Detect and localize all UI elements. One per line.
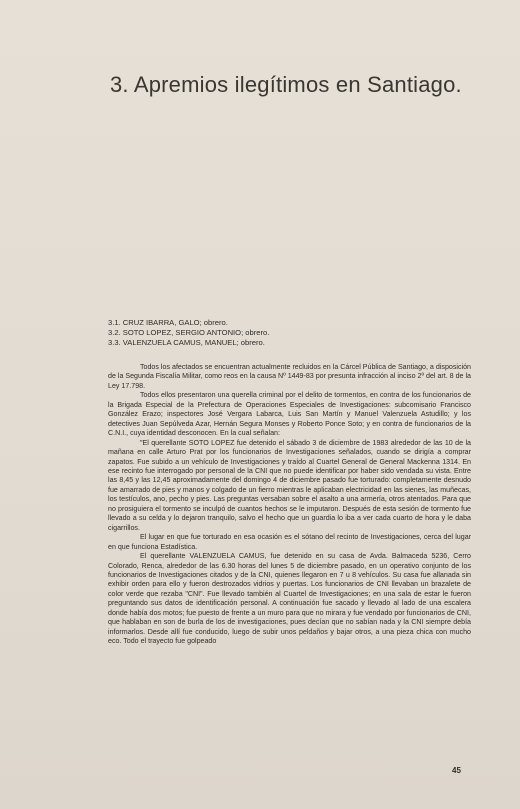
paragraph: El lugar en que fue torturado en esa ocasión es el sótano del recinto de Investigaciones, cerca del lugar en que funciona Estadística. — [108, 533, 471, 551]
victim-list — [108, 318, 468, 349]
victim-item: 3.3. VALENZUELA CAMUS, MANUEL; obrero. — [108, 338, 265, 348]
page-number: 45 — [452, 766, 461, 775]
section-title: 3. Apremios ilegítimos en Santiago. — [110, 72, 462, 97]
paragraph: El querellante VALENZUELA CAMUS, fue detenido en su casa de Avda. Balmaceda 5236, Cerro Colorado, Renca, alrededor de las 6.30 horas del lunes 5 de diciembre pasado, en un operativo conjunto de los funcionarios de Investigaciones citados y de la CNI, quienes llegaron en 7 u 8 vehículos. Su casa fue allanada sin exhibir orden para ello y fueron destrozados vidrios y puertas. Los funcionarios de CNI llevaban un brazalete de color verde que rezaba "CNI". Fue llevado también al Cuartel de Investigaciones; en una sala de estar le fueron preguntando sus datos de identificación personal. A continuación fue sacado y llevado al lado de una escalera donde había dos motos; fue puesto de frente a un muro para que no mirara y fue vendado por funcionarios de CNI, que hablaban en son de burla de los de investigaciones, pues decían que no sabían nada y la CNI siempre debía informarlos. Desde allí fue conducido, luego de subir unos peldaños y bajar otros, a una pieza chica con mucho eco. Todo el trayecto fue golpeado — [108, 552, 471, 646]
victim-item: 3.1. CRUZ IBARRA, GALO; obrero. — [108, 318, 228, 327]
paragraph: Todos ellos presentaron una querella criminal por el delito de tormentos, en contra de los funcionarios de la Brigada Especial de la Prefectura de Operaciones Especiales de Investigaciones: subcomisario Francisco González Erazo; inspectores José Vergara Labarca, Luis San Martín y Manuel Valenzuela Astudillo; y los detectives Juan Sepúlveda Azar, Hernán Segura Monses y Roberto Ponce Soto; y en contra de funcionarios de la C.N.I., cuya identidad desconocen. En la cual señalan: — [108, 391, 471, 438]
body-text — [108, 363, 471, 647]
paragraph: "El querellante SOTO LOPEZ fue detenido el sábado 3 de diciembre de 1983 alrededor de las 10 de la mañana en calle Arturo Prat por los funcionarios de Investigaciones señalados, cuando se dirigía a comprar zapatos. Fue subido a un vehículo de Investigaciones y traído al Cuartel General de General Mackenna 1314. En ese recinto fue interrogado por personal de la CNI que no puede identificar por haber sido vendada su vista. Entre las 8,45 y las 12,45 aproximadamente del domingo 4 de diciembre pasado fue torturado: completamente desnudo fue amarrado de pies y manos y colgado de un fierro mientras le aplicaban electricidad en las sienes, las muñecas, los testículos, ano, pecho y pies. Las preguntas versaban sobre el asalto a una armería, otros atentados. Para que no prosiguiera el tormento se inculpó de cuantos hechos se le imputaron. Después de esta sesión de tormento fue llevado a su celda y lo dejaron tranquilo, salvo el hecho que un guardia lo iba a ver cada cuarto de hora y le daba cigarrillos. — [108, 438, 471, 532]
paragraph: Todos los afectados se encuentran actualmente recluidos en la Cárcel Pública de Santiago, a disposición de la Segunda Fiscalía Militar, como reos en la causa Nº 1449-83 por presunta infracción al inciso 2º del art. 8 de la Ley 17.798. — [108, 363, 471, 390]
victim-item: 3.2. SOTO LOPEZ, SERGIO ANTONIO; obrero. — [108, 328, 270, 338]
